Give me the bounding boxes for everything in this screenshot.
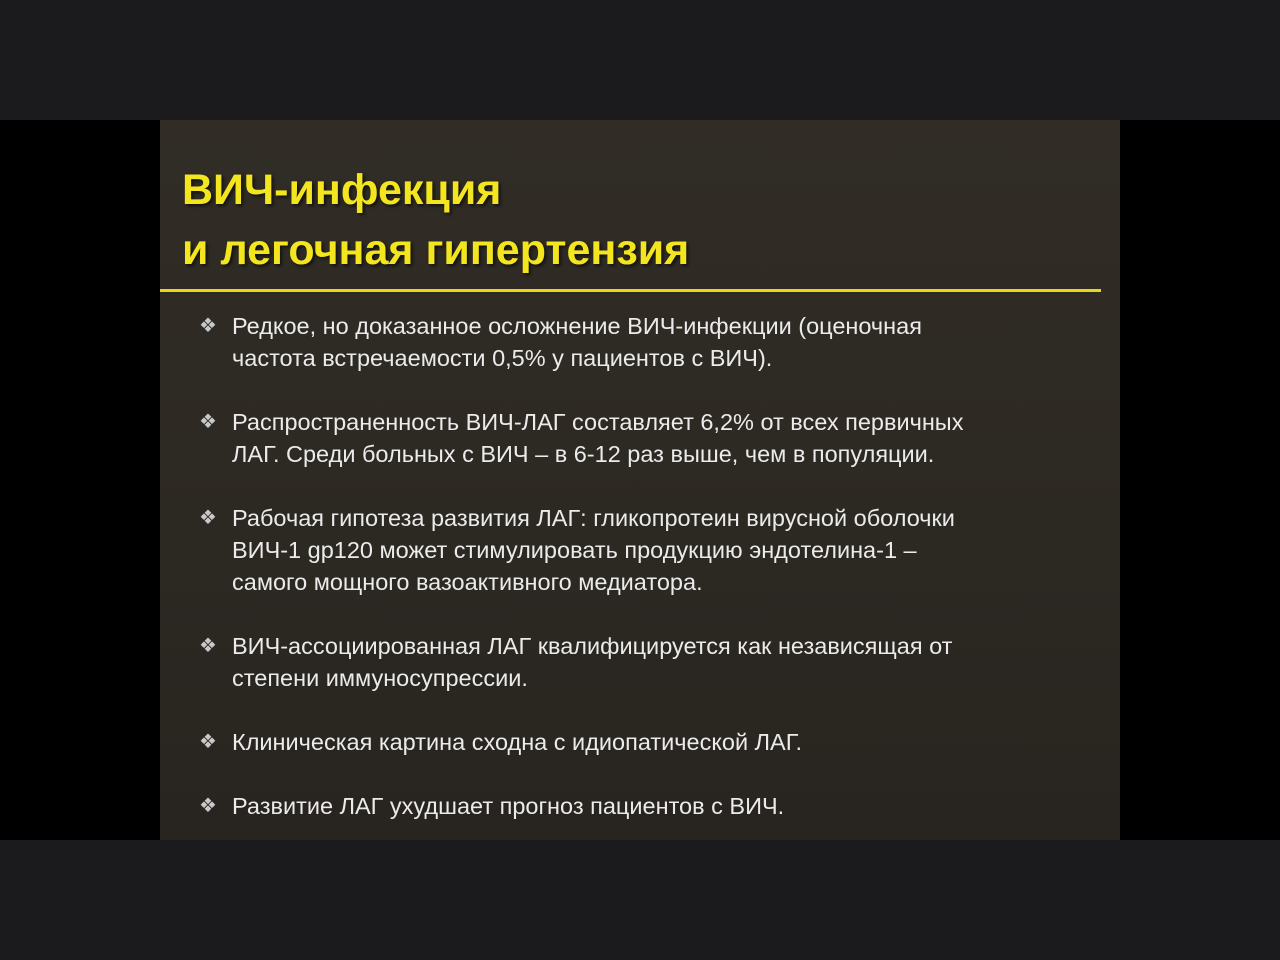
letterbox-top-bar xyxy=(0,0,1280,120)
bullet-line: Распространенность ВИЧ-ЛАГ составляет 6,2% от всех первичных xyxy=(232,409,964,435)
four-diamond-bullet-icon: ❖ xyxy=(199,411,217,433)
bullet-item-3 xyxy=(196,502,1086,598)
bullet-line: Клиническая картина сходна с идиопатической ЛАГ. xyxy=(232,729,803,755)
bullet-list xyxy=(196,310,1086,840)
bullet-item-1 xyxy=(196,310,1086,374)
letterbox-left-bar xyxy=(0,120,160,840)
four-diamond-bullet-icon: ❖ xyxy=(199,731,217,753)
bullet-item-6 xyxy=(196,790,1086,822)
bullet-line: ЛАГ. Среди больных с ВИЧ – в 6-12 раз выше, чем в популяции. xyxy=(232,441,935,467)
bullet-line: ВИЧ-ассоциированная ЛАГ квалифицируется как независящая от xyxy=(232,633,953,659)
bullet-line: ВИЧ-1 gp120 может стимулировать продукцию эндотелина-1 – xyxy=(232,537,917,563)
bullet-line: частота встречаемости 0,5% у пациентов с ВИЧ). xyxy=(232,345,773,371)
title-underline-rule xyxy=(160,289,1101,292)
four-diamond-bullet-icon: ❖ xyxy=(199,635,217,657)
presentation-slide xyxy=(160,120,1120,840)
bullet-line: Рабочая гипотеза развития ЛАГ: гликопротеин вирусной оболочки xyxy=(232,505,955,531)
bullet-line: Редкое, но доказанное осложнение ВИЧ-инфекции (оценочная xyxy=(232,313,922,339)
bullet-item-5 xyxy=(196,726,1086,758)
letterbox-right-bar xyxy=(1120,120,1280,840)
bullet-line: степени иммуносупрессии. xyxy=(232,665,528,691)
slide-title-line-1: ВИЧ-инфекция xyxy=(182,166,502,214)
slide-title xyxy=(182,160,1082,280)
letterbox-bottom-bar xyxy=(0,840,1280,960)
bullet-line: самого мощного вазоактивного медиатора. xyxy=(232,569,703,595)
four-diamond-bullet-icon: ❖ xyxy=(199,795,217,817)
four-diamond-bullet-icon: ❖ xyxy=(199,507,217,529)
bullet-line: Развитие ЛАГ ухудшает прогноз пациентов с ВИЧ. xyxy=(232,793,785,819)
bullet-item-2 xyxy=(196,406,1086,470)
bullet-item-4 xyxy=(196,630,1086,694)
slide-title-line-2: и легочная гипертензия xyxy=(182,226,690,274)
four-diamond-bullet-icon: ❖ xyxy=(199,315,217,337)
